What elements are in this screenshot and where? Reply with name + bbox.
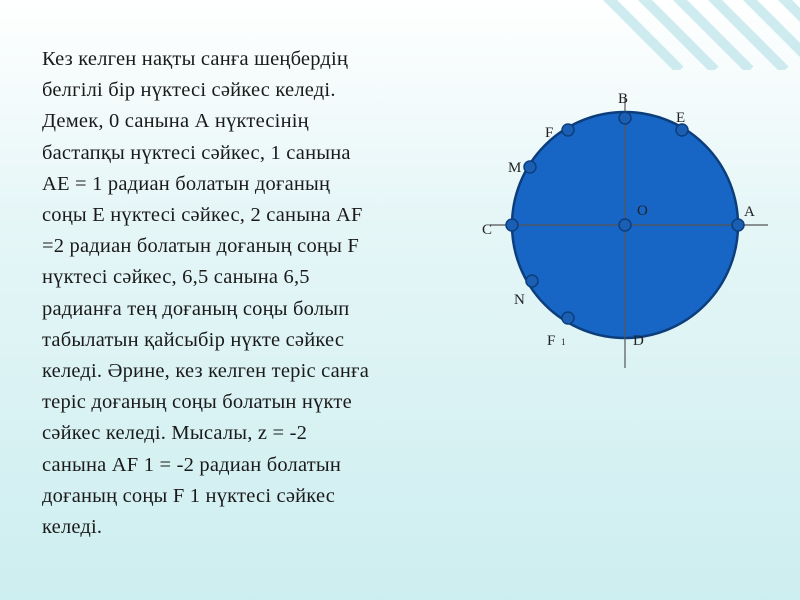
point-M: [524, 161, 536, 173]
explanation-text: Кез келген нақты санға шеңбердің белгілі бір нүктесі сәйкес келеді. Демек, 0 санына А нүктесінің бастапқы нүктесі сәйкес, 1 санына АЕ = 1 радиан болатын доғаның соңы Е нүктесі сәйкес, 2 санына АF =2 радиан болатын доғаның соңы F нүктесі сәйкес, 6,5 санына 6,5 радианға тең доғаның соңы болып табылатын қайсыбір нүкте сәйкес келеді. Әрине, кез келген теріс санға теріс доғаның соңы болатын нүкте сәйкес келеді. Мысалы, z = -2 санына AF 1 = -2 радиан болатын доғаның соңы F 1 нүктесі сәйкес келеді.: [42, 48, 370, 539]
point-N: [526, 275, 538, 287]
label-F: F: [545, 125, 554, 141]
point-C: [506, 219, 518, 231]
label-E: E: [676, 110, 686, 126]
label-F1: F: [547, 333, 556, 349]
label-D: D: [633, 333, 644, 349]
point-F: [562, 124, 574, 136]
label-M: M: [508, 160, 522, 176]
label-C: C: [482, 222, 493, 238]
label-N: N: [514, 292, 525, 308]
point-B: [619, 112, 631, 124]
unit-circle-diagram: [470, 80, 800, 380]
point-F1: [562, 312, 574, 324]
point-O: [619, 219, 631, 231]
label-F1-subscript: 1: [561, 337, 566, 347]
label-O: O: [637, 203, 648, 219]
label-B: B: [618, 91, 629, 107]
label-A: A: [744, 204, 755, 220]
decorative-corner-stripes: [540, 0, 800, 70]
point-A: [732, 219, 744, 231]
